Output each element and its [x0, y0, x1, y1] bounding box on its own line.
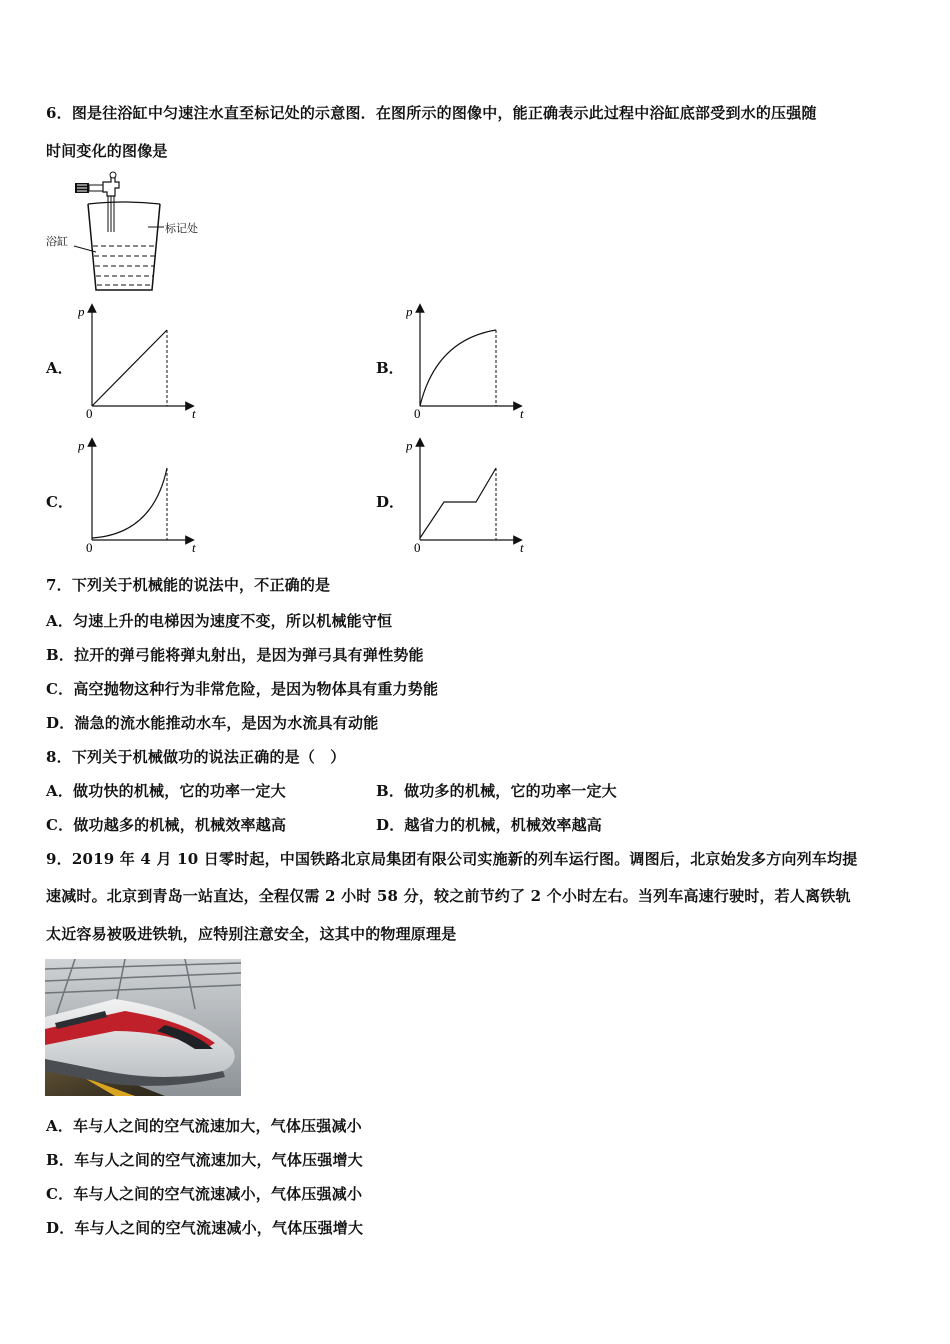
q9-stem-line1: 9．2019 年 4 月 10 日零时起，中国铁路北京局集团有限公司实施新的列车运行图。调图后，北京始发多方向列车均提: [46, 850, 858, 868]
graph-c-x-label: t: [192, 540, 196, 555]
q9-option-d[interactable]: D．车与人之间的空气流速减小，气体压强增大: [46, 1219, 364, 1237]
q7-option-a[interactable]: A．匀速上升的电梯因为速度不变，所以机械能守恒: [46, 612, 393, 630]
q6-option-b-label[interactable]: B．: [376, 359, 404, 377]
q7-option-c[interactable]: C．高空抛物这种行为非常危险，是因为物体具有重力势能: [46, 680, 439, 698]
graph-d: [406, 434, 536, 560]
graph-b-y-label: p: [406, 304, 413, 319]
tub-label: 浴缸: [46, 235, 68, 248]
graph-c-y-label: p: [78, 438, 85, 453]
graph-d-y-label: p: [406, 438, 413, 453]
graph-a-curve: [92, 330, 167, 406]
graph-d-curve: [420, 468, 496, 538]
q9-option-c[interactable]: C．车与人之间的空气流速减小，气体压强减小: [46, 1185, 363, 1203]
q8-option-b[interactable]: B．做功多的机械，它的功率一定大: [376, 782, 617, 800]
q8-option-d[interactable]: D．越省力的机械，机械效率越高: [376, 816, 603, 834]
q6-option-d-label[interactable]: D．: [376, 493, 405, 511]
q9-option-a[interactable]: A．车与人之间的空气流速加大，气体压强减小: [46, 1117, 362, 1135]
q7-option-b[interactable]: B．拉开的弹弓能将弹丸射出，是因为弹弓具有弹性势能: [46, 646, 424, 664]
graph-b-origin: 0: [414, 406, 421, 421]
q6-option-a-label[interactable]: A．: [46, 359, 73, 377]
q7-option-d[interactable]: D．湍急的流水能推动水车，是因为水流具有动能: [46, 714, 379, 732]
q8-option-c[interactable]: C．做功越多的机械，机械效率越高: [46, 816, 287, 834]
mark-label: 标记处: [165, 222, 198, 235]
graph-a-origin: 0: [86, 406, 93, 421]
train-photo: [45, 959, 241, 1096]
q9-stem-line3: 太近容易被吸进铁轨，应特别注意安全，这其中的物理原理是: [46, 925, 457, 943]
q6-stem-line1: 6．图是往浴缸中匀速注水直至标记处的示意图．在图所示的图像中，能正确表示此过程中浴缸底部受到水的压强随: [46, 104, 817, 122]
q6-stem-line2: 时间变化的图像是: [46, 142, 168, 160]
q7-stem: 7．下列关于机械能的说法中，不正确的是: [46, 576, 331, 594]
graph-b-curve: [420, 330, 496, 406]
q9-stem-line2: 速减时。北京到青岛一站直达，全程仅需 2 小时 58 分，较之前节约了 2 个小时左右。当列车高速行驶时，若人离铁轨: [46, 887, 851, 905]
graph-d-x-label: t: [520, 540, 524, 555]
graph-b-x-label: t: [520, 406, 524, 421]
graph-c-origin: 0: [86, 540, 93, 555]
graph-a-y-label: p: [78, 304, 85, 319]
graph-d-origin: 0: [414, 540, 421, 555]
graph-c: [78, 434, 208, 560]
graph-b: [406, 300, 536, 426]
q6-option-c-label[interactable]: C．: [46, 493, 73, 511]
q9-option-b[interactable]: B．车与人之间的空气流速加大，气体压强增大: [46, 1151, 363, 1169]
q8-option-a[interactable]: A．做功快的机械，它的功率一定大: [46, 782, 286, 800]
q8-stem: 8．下列关于机械做功的说法正确的是（ ）: [46, 748, 346, 766]
graph-a-x-label: t: [192, 406, 196, 421]
graph-c-curve: [92, 468, 167, 538]
graph-a: [78, 300, 208, 426]
